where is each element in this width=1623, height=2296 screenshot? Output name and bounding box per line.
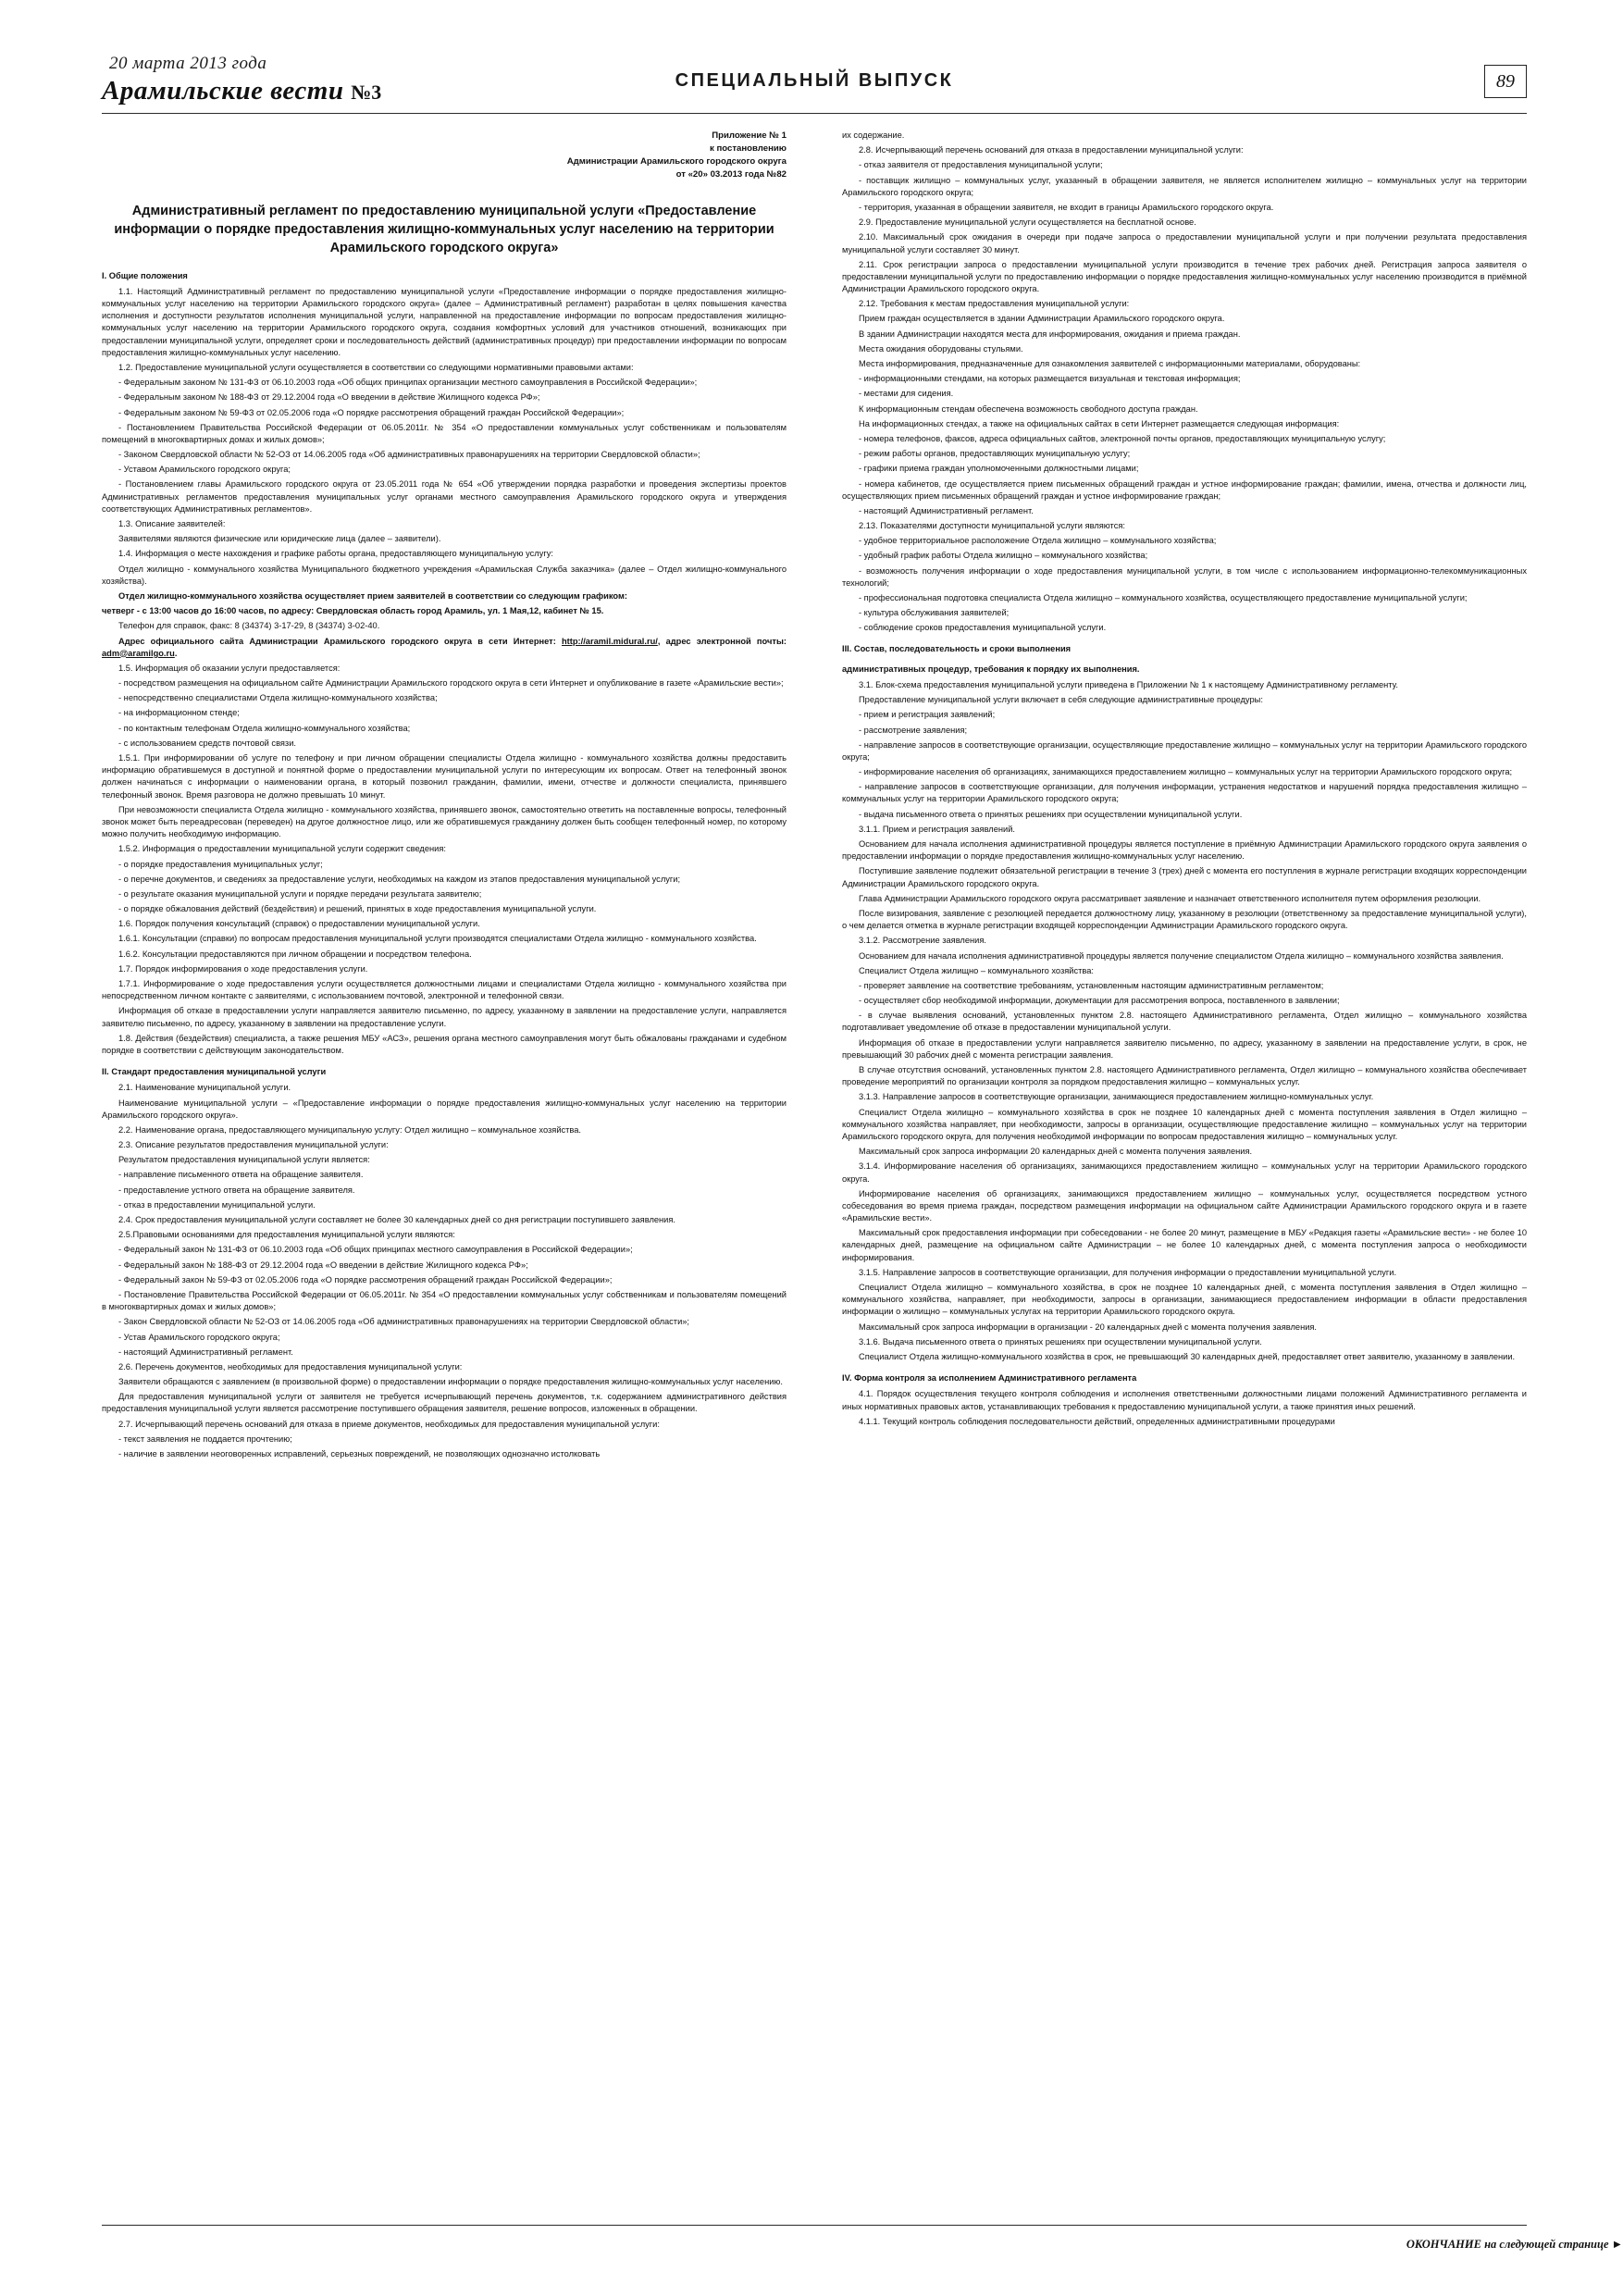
- body-paragraph: - проверяет заявление на соответствие требованиям, установленным настоящим административным регламентом;: [859, 980, 1324, 990]
- body-paragraph: - направление запросов в соответствующие организации, для получения информации, устранения недостатков и нарушений порядка предоставления жилищно – коммунальных услуг на территории Арамильского городского округа;: [842, 782, 1527, 804]
- body-paragraph: Отдел жилищно-коммунального хозяйства осуществляет прием заявителей в соответствии со следующим графиком:: [118, 590, 627, 601]
- body-paragraph: 2.11. Срок регистрации запроса о предоставлении муниципальной услуги производится в течение трех рабочих дней. Регистрация запроса заявителя о предоставлении муниципальной услуги по предоставлению информации о порядке предоставления жилищно-коммунальных услуг населению производится в приёмной Администрации Арамильского городского округа.: [842, 259, 1527, 294]
- body-paragraph: - по контактным телефонам Отдела жилищно-коммунального хозяйства;: [118, 723, 411, 733]
- body-paragraph: - возможность получения информации о ходе предоставления муниципальной услуги, в том числе с использованием информационно-телекоммуникационных технологий;: [842, 565, 1527, 588]
- body-paragraph: - выдача письменного ответа о принятых решениях при осуществлении муниципальной услуги.: [859, 809, 1243, 819]
- body-paragraph: 2.12. Требования к местам предоставления муниципальной услуги:: [859, 299, 1130, 309]
- body-paragraph: - о результате оказания муниципальной услуги и порядке передачи результата заявителю;: [118, 888, 482, 899]
- body-paragraph: - отказ в предоставлении муниципальной услуги.: [118, 1199, 316, 1210]
- right-column: [842, 130, 1527, 1431]
- body-paragraph: - профессиональная подготовка специалиста Отдела жилищно – коммунального хозяйства, осуществляющего предоставление муниципальной услуги;: [859, 593, 1468, 602]
- body-paragraph: К информационным стендам обеспечена возможность свободного доступа граждан.: [859, 403, 1198, 414]
- body-paragraph: Заявителями являются физические или юридические лица (далее – заявители).: [118, 534, 441, 544]
- masthead: [102, 54, 1527, 111]
- body-paragraph: 2.4. Срок предоставления муниципальной услуги составляет не более 30 календарных дней со дня регистрации поступившего заявления.: [118, 1215, 675, 1224]
- body-paragraph: 3.1.5. Направление запросов в соответствующие организации, для получения информации о предоставлении муниципальной услуги.: [859, 1267, 1397, 1277]
- body-paragraph: - Федеральным законом № 131-ФЗ от 06.10.2003 года «Об общих принципах организации местного самоуправления в Российской Федерации»;: [118, 378, 698, 388]
- body-paragraph: Основанием для начала исполнения административной процедуры является получение специалистом Отдела жилищно – коммунального хозяйства заявления.: [859, 950, 1504, 961]
- body-paragraph: Информирование населения об организациях, занимающихся предоставлением жилищно – коммунальных услуг, осуществляется посредством устного собеседования во время приема граждан, посредством размещения информации на официальном сайте Администрации Арамильского городского округа и в газете «Арамильские вести».: [842, 1188, 1527, 1223]
- body-paragraph: - осуществляет сбор необходимой информации, документации для рассмотрения вопроса, поставленного в заявлении;: [859, 996, 1340, 1006]
- body-paragraph: их содержание.: [842, 130, 905, 140]
- body-paragraph: 1.3. Описание заявителей:: [118, 519, 226, 528]
- body-paragraph: Для предоставления муниципальной услуги от заявителя не требуется исчерпывающий перечень документов, т.к. содержанием административного действия предоставления муниципальной услуги является рассмотрение поступившего обращения заявителя, решение вопросов, изложенных в обращении.: [102, 1392, 787, 1414]
- body-paragraph: - номера телефонов, факсов, адреса официальных сайтов, электронной почты органов, предоставляющих муниципальную услугу;: [859, 433, 1386, 443]
- body-paragraph: - направление письменного ответа на обращение заявителя.: [118, 1170, 364, 1180]
- body-paragraph: - о перечне документов, и сведениях за предоставление услуги, необходимых на каждом из этапов предоставления муниципальной услуги;: [118, 874, 681, 884]
- body-paragraph: Максимальный срок предоставления информации при собеседовании - не более 20 минут, размещение в МБУ «Редакция газеты «Арамильские вести» - не более 10 календарных дней, размещение на официальном сайте Администрации – не более 10 календарных дней, с момента поступления запроса о необходимости информирования.: [842, 1228, 1527, 1262]
- body-paragraph: - культура обслуживания заявителей;: [859, 608, 1010, 618]
- body-paragraph: Информация об отказе в предоставлении услуги направляется заявителю письменно, по адресу, указанному в заявлении на предоставление услуги, направляется заявителю письменно, по адресу, указанному в заявлении на предоставление услуги.: [102, 1006, 787, 1028]
- body-paragraph: - номера кабинетов, где осуществляется прием письменных обращений граждан и устное информирование граждан; фамилии, имена, отчества и должности лиц, осуществляющих прием письменных обращений граждан и устное информирование граждан;: [842, 478, 1527, 501]
- body-paragraph: 1.5. Информация об оказании услуги предоставляется:: [118, 663, 341, 673]
- section-heading: административных процедур, требования к порядку их выполнения.: [842, 664, 1140, 674]
- body-paragraph: 2.13. Показателями доступности муниципальной услуги являются:: [859, 521, 1125, 531]
- body-paragraph: Специалист Отдела жилищно – коммунального хозяйства:: [859, 965, 1094, 975]
- body-paragraph: - предоставление устного ответа на обращение заявителя.: [118, 1185, 355, 1195]
- body-paragraph: Основанием для начала исполнения административной процедуры является поступление в приёмную Администрации Арамильского городского округа заявления о предоставлении информации о порядке предоставления жилищно-коммунальных услуг населению.: [842, 839, 1527, 862]
- right-column-body: [842, 130, 1527, 1428]
- body-paragraph: Адрес официального сайта Администрации Арамильского городского округа в сети Интернет: http://aramil.midural.ru/, адрес электронной почты: adm@aramilgo.ru.: [102, 636, 787, 658]
- body-paragraph: - Федеральный закон № 131-ФЗ от 06.10.2003 года «Об общих принципах местного самоуправления в Российской Федерации»;: [118, 1245, 633, 1255]
- body-paragraph: Специалист Отдела жилищно-коммунального хозяйства в срок, не превышающий 30 календарных дней, предоставляет ответ заявителю, указанному в заявлении.: [859, 1351, 1516, 1361]
- body-paragraph: Максимальный срок запроса информации в организации - 20 календарных дней с момента получения заявления.: [859, 1322, 1318, 1332]
- body-paragraph: - в случае выявления оснований, установленных пунктом 2.8. настоящего Административного регламента, Отдел жилищно – коммунального хозяйства подготавливает уведомление об отказе в предоставлении муниципальной услуги.: [842, 1011, 1527, 1033]
- body-paragraph: 3.1.6. Выдача письменного ответа о принятых решениях при осуществлении муниципальной услуги.: [859, 1336, 1262, 1347]
- body-paragraph: - настоящий Административный регламент.: [118, 1347, 293, 1357]
- body-paragraph: 2.3. Описание результатов предоставления муниципальной услуги:: [118, 1140, 389, 1150]
- header-divider: [102, 113, 1527, 114]
- doc-header-line: от «20» 03.2013 года №82: [675, 168, 787, 180]
- body-paragraph: - информационными стендами, на которых размещается визуальная и текстовая информация;: [859, 374, 1241, 384]
- body-paragraph: 1.8. Действия (бездействия) специалиста, а также решения МБУ «АСЗ», решения органа местного самоуправления могут быть обжалованы гражданами и судебном порядке в соответствии с действующим законодательством.: [102, 1033, 787, 1055]
- body-paragraph: - с использованием средств почтовой связи.: [118, 738, 296, 748]
- body-paragraph: Глава Администрации Арамильского городского округа рассматривает заявление и назначает ответственного исполнителя путем оформления резолюции.: [859, 893, 1481, 903]
- body-paragraph: - Закон Свердловской области № 52-ОЗ от 14.06.2005 года «Об административных правонарушениях на территории Свердловской области»;: [118, 1317, 690, 1327]
- body-paragraph: - непосредственно специалистами Отдела жилищно-коммунального хозяйства;: [118, 693, 438, 703]
- body-paragraph: - режим работы органов, предоставляющих муниципальную услугу;: [859, 449, 1131, 459]
- body-paragraph: - Уставом Арамильского городского округа;: [118, 465, 291, 475]
- masthead-date: 20 марта 2013 года: [109, 54, 267, 73]
- body-paragraph: Места ожидания оборудованы стульями.: [859, 343, 1023, 354]
- body-paragraph: 4.1. Порядок осуществления текущего контроля соблюдения и исполнения ответственными должностными лицами положений Административного регламента и иных нормативных правовых актов, устанавливающих требования к предоставлению муниципальной услуги, а также принятия иных решений.: [842, 1389, 1527, 1411]
- body-paragraph: - соблюдение сроков предоставления муниципальной услуги.: [859, 623, 1107, 633]
- body-paragraph: 2.8. Исчерпывающий перечень оснований для отказа в предоставлении муниципальной услуги:: [859, 145, 1244, 155]
- footer-divider: [102, 2225, 1527, 2226]
- body-paragraph: Специалист Отдела жилищно – коммунального хозяйства в срок не позднее 10 календарных дней с момента поступления заявления в Отдел жилищно – коммунального хозяйства направляет, при необходимости, запросы в организации, осуществляющие предоставление жилищно – коммунальных услуг на территории Арамильского городского округа, для получения необходимой информации по вопросам предоставления жилищно – коммунальных услуг.: [842, 1107, 1527, 1141]
- body-paragraph: - местами для сидения.: [859, 389, 954, 399]
- body-paragraph: Специалист Отдела жилищно – коммунального хозяйства, в срок не позднее 10 календарных дней, с момента поступления заявления в Отдел жилищно – коммунального хозяйства, направляет, при необходимости, запросы в организации, занимающиеся предоставлением информации в области предоставления информации о жилищно – коммунальных услугах на территории Арамильского городского округа.: [842, 1283, 1527, 1317]
- body-paragraph: - на информационном стенде;: [118, 708, 240, 718]
- body-paragraph: - наличие в заявлении неоговоренных исправлений, серьезных повреждений, не позволяющих однозначно истолковать: [118, 1449, 601, 1458]
- body-paragraph: 1.4. Информация о месте нахождения и графике работы органа, предоставляющего муниципальную услугу:: [118, 549, 553, 559]
- left-column-body: [102, 270, 787, 1461]
- body-paragraph: Телефон для справок, факс: 8 (34374) 3-17-29, 8 (34374) 3-02-40.: [118, 621, 380, 631]
- body-paragraph: - о порядке предоставления муниципальных услуг;: [118, 859, 323, 869]
- body-paragraph: Информация об отказе в предоставлении услуги направляется заявителю письменно, по адресу, указанному в заявлении на предоставление услуги, в срок, не превышающий 30 рабочих дней с момента регистрации заявления.: [842, 1037, 1527, 1060]
- body-paragraph: 1.6.2. Консультации предоставляются при личном обращении и посредством телефона.: [118, 949, 472, 959]
- body-paragraph: 2.2. Наименование органа, предоставляющего муниципальную услугу: Отдел жилищно – коммунальное хозяйства.: [118, 1124, 582, 1135]
- body-paragraph: - направление запросов в соответствующие организации, осуществляющие предоставление жилищно – коммунальных услуг на территории Арамильского городского округа;: [842, 739, 1527, 762]
- body-paragraph: После визирования, заявление с резолюцией передается должностному лицу, указанному в резолюции (ответственному за предоставление муниципальной услуги), о чем делается отметка в журнале регистрации входящей корреспонденции Администрации Арамильского городского округа.: [842, 908, 1527, 931]
- body-paragraph: 3.1.3. Направление запросов в соответствующие организации, занимающиеся предоставлением жилищно-коммунальных услуг.: [859, 1092, 1374, 1102]
- body-paragraph: 1.5.2. Информация о предоставлении муниципальной услуги содержит сведения:: [118, 844, 446, 854]
- body-paragraph: - информирование населения об организациях, занимающихся предоставлением жилищно – коммунальных услуг на территории Арамильского городского округа;: [859, 767, 1513, 777]
- body-paragraph: - Федеральным законом № 188-ФЗ от 29.12.2004 года «О введении в действие Жилищного кодекса РФ»;: [118, 392, 540, 403]
- body-paragraph: - прием и регистрация заявлений;: [859, 710, 996, 720]
- body-paragraph: - о порядке обжалования действий (бездействия) и решений, принятых в ходе предоставления муниципальной услуги.: [118, 904, 597, 914]
- body-paragraph: - Федеральным законом № 59-ФЗ от 02.05.2006 года «О порядке рассмотрения обращений граждан Российской Федерации»;: [118, 407, 625, 417]
- columns-container: [102, 130, 1527, 2212]
- body-paragraph: 1.7. Порядок информирования о ходе предоставления услуги.: [118, 963, 368, 974]
- section-heading: II. Стандарт предоставления муниципальной услуги: [102, 1067, 327, 1077]
- body-paragraph: 2.5.Правовыми основаниями для предоставления муниципальной услуги являются:: [118, 1230, 455, 1240]
- body-paragraph: 2.9. Предоставление муниципальной услуги осуществляется на бесплатной основе.: [859, 217, 1196, 228]
- body-paragraph: 1.5.1. При информировании об услуге по телефону и при личном обращении специалисты Отдела жилищно - коммунального хозяйства должны предоставить информацию обратившемуся в доступной и понятной форме о предоставлении муниципальной услуги по интересующим их вопросам. Ответ на телефонный звонок должен начинаться с информации о наименовании органа, в который позвонил гражданин, фамилии, имени, отчестве и должности специалиста, принявшего телефонный звонок. Время разговора не должно превышать 10 минут.: [102, 753, 787, 800]
- page-title: Административный регламент по предоставлению муниципальной услуги «Предоставление информации о порядке предоставления жилищно-коммунальных услуг населению на территории Арамильского городского округа»: [114, 203, 774, 255]
- body-paragraph: 3.1. Блок-схема предоставления муниципальной услуги приведена в Приложении № 1 к настоящему Административному регламенту.: [859, 679, 1398, 689]
- body-paragraph: 3.1.2. Рассмотрение заявления.: [859, 936, 986, 946]
- page-number: 89: [1484, 65, 1527, 98]
- section-heading: I. Общие положения: [102, 270, 188, 280]
- continuation-note: ОКОНЧАНИЕ на следующей странице ►: [1406, 2238, 1623, 2251]
- left-column: [102, 130, 787, 1463]
- body-paragraph: - Постановлением главы Арамильского городского округа от 23.05.2011 года № 654 «Об утверждении порядка разработки и проведения экспертизы проектов Административных регламентов предоставления муниципальных услуг органами местного самоуправления Арамильского городского округа и утверждения соответствующих Административных регламентов».: [102, 479, 787, 514]
- body-paragraph: - территория, указанная в обращении заявителя, не входит в границы Арамильского городского округа.: [859, 202, 1274, 212]
- body-paragraph: 3.1.4. Информирование населения об организациях, занимающихся предоставлением жилищно – коммунальных услуг на территории Арамильского городского округа.: [842, 1161, 1527, 1184]
- body-paragraph: 1.1. Настоящий Административный регламент по предоставлению муниципальной услуги «Предоставление информации о порядке предоставления жилищно-коммунальных услуг населению на территории Арамильского городского округа» (далее – Административный регламент) разработан в целях повышения качества исполнения и доступности результатов исполнения муниципальной услуги, направленной на предоставление информации по вопросам предоставления жилищно-коммунальных услуг населению на территории Арамильского городского округа, создания комфортных условий для участников отношений, возникающих при предоставлении муниципальной услуги, определяет сроки и последовательность действий (административных процедур) при предоставлении информации по вопросам предоставления жилищно-коммунальных услуг населению.: [102, 286, 787, 357]
- body-paragraph: - удобный график работы Отдела жилищно – коммунального хозяйства;: [859, 551, 1148, 561]
- body-paragraph: - Постановлением Правительства Российской Федерации от 06.05.2011г. № 354 «О предоставлении коммунальных услуг собственникам и пользователям помещений в многоквартирных домах и жилых домов»;: [102, 422, 787, 444]
- body-paragraph: 4.1.1. Текущий контроль соблюдения последовательности действий, определенных административными процедурами: [859, 1416, 1335, 1426]
- section-heading: IV. Форма контроля за исполнением Административного регламента: [842, 1373, 1137, 1384]
- doc-header-line: Приложение № 1: [712, 130, 787, 141]
- body-paragraph: Прием граждан осуществляется в здании Администрации Арамильского городского округа.: [859, 314, 1225, 324]
- masthead-center-title: СПЕЦИАЛЬНЫЙ ВЫПУСК: [675, 70, 954, 91]
- body-paragraph: - Федеральный закон № 59-ФЗ от 02.05.2006 года «О порядке рассмотрения обращений граждан Российской Федерации»;: [118, 1274, 613, 1285]
- doc-header-line: к постановлению: [710, 143, 787, 154]
- body-paragraph: 1.6.1. Консультации (справки) по вопросам предоставления муниципальной услуги производятся специалистами Отдела жилищно - коммунального хозяйства.: [118, 934, 757, 944]
- body-paragraph: Максимальный срок запроса информации 20 календарных дней с момента получения заявления.: [859, 1147, 1253, 1157]
- body-paragraph: - Постановление Правительства Российской Федерации от 06.05.2011г. № 354 «О предоставлении коммунальных услуг собственникам и пользователям помещений в многоквартирных домах и жилых домов»;: [102, 1289, 787, 1312]
- body-paragraph: - Законом Свердловской области № 52-ОЗ от 14.06.2005 года «Об административных правонарушениях на территории Свердловской области»;: [118, 450, 700, 460]
- body-paragraph: При невозможности специалиста Отдела жилищно - коммунального хозяйства, принявшего звонок, самостоятельно ответить на поставленные вопросы, телефонный звонок может быть переадресован (переведен) на другое должностное лицо, или же обратившемуся гражданину должен быть сообщен телефонный номер, по которому можно получить необходимую информацию.: [102, 804, 787, 839]
- body-paragraph: - графики приема граждан уполномоченными должностными лицами;: [859, 464, 1139, 474]
- body-paragraph: В случае отсутствия оснований, установленных пунктом 2.8. настоящего Административного регламента, Отдел жилищно – коммунального хозяйства обеспечивает проведение мероприятий по организации контроля за порядком предоставления жилищно – коммунальных услуг.: [842, 1065, 1527, 1087]
- doc-header-line: Администрации Арамильского городского округа: [566, 155, 787, 167]
- body-paragraph: - настоящий Административный регламент.: [859, 505, 1034, 515]
- masthead-logo-name: Арамильские вести: [102, 76, 344, 105]
- body-paragraph: - Федеральный закон № 188-ФЗ от 29.12.2004 года «О введении в действие Жилищного кодекса РФ»;: [118, 1260, 528, 1270]
- body-paragraph: - Устав Арамильского городского округа;: [118, 1332, 280, 1342]
- body-paragraph: На информационных стендах, а также на официальных сайтах в сети Интернет размещается следующая информация:: [859, 418, 1340, 428]
- body-paragraph: Заявители обращаются с заявлением (в произвольной форме) о предоставлении информации о порядке предоставления жилищно-коммунальных услуг населению.: [118, 1377, 783, 1387]
- body-paragraph: Отдел жилищно - коммунального хозяйства Муниципального бюджетного учреждения «Арамильская Служба заказчика» (далее – Отдел жилищно-коммунального хозяйства).: [102, 564, 787, 586]
- body-paragraph: - отказ заявителя от предоставления муниципальной услуги;: [859, 160, 1103, 170]
- body-paragraph: Поступившие заявление подлежит обязательной регистрации в течение 3 (трех) дней с момента его поступления в журнале регистрации входящих корреспонденции Администрации Арамильского городского округа.: [842, 866, 1527, 888]
- body-paragraph: - поставщик жилищно – коммунальных услуг, указанный в обращении заявителя, не является исполнителем жилищно – коммунальных услуг на территории Арамильского городского округа;: [842, 175, 1527, 197]
- body-paragraph: - текст заявления не поддается прочтению;: [118, 1433, 292, 1444]
- body-paragraph: - удобное территориальное расположение Отдела жилищно – коммунального хозяйства;: [859, 536, 1217, 546]
- body-paragraph: 1.7.1. Информирование о ходе предоставления услуги осуществляется должностными лицами и специалистами Отдела жилищно - коммунального хозяйства при непосредственном личном контакте с заявителями, с использованием почтовой, электронной и телефонной связи.: [102, 979, 787, 1001]
- body-paragraph: 1.6. Порядок получения консультаций (справок) о предоставлении муниципальной услуги.: [118, 919, 480, 929]
- body-paragraph: 2.6. Перечень документов, необходимых для предоставления муниципальной услуги:: [118, 1361, 463, 1371]
- body-paragraph: Места информирования, предназначенные для ознакомления заявителей с информационными материалами, оборудованы:: [859, 359, 1361, 368]
- document-header-block: [102, 130, 787, 181]
- body-paragraph: 3.1.1. Прием и регистрация заявлений.: [859, 824, 1016, 834]
- body-paragraph: - рассмотрение заявления;: [859, 725, 968, 735]
- body-paragraph: 2.10. Максимальный срок ожидания в очереди при подаче запроса о предоставлении муниципальной услуги и при получении результата предоставления муниципальной услуги составляет 30 минут.: [842, 232, 1527, 254]
- body-paragraph: Результатом предоставления муниципальной услуги является:: [118, 1155, 370, 1165]
- body-paragraph: - посредством размещения на официальном сайте Администрации Арамильского городского округа в сети Интернет и опубликование в газете «Арамильские вести»;: [118, 678, 784, 689]
- body-paragraph: 1.2. Предоставление муниципальной услуги осуществляется в соответствии со следующими нормативными правовыми актами:: [118, 362, 634, 372]
- section-heading: III. Состав, последовательность и сроки выполнения: [842, 643, 1072, 653]
- body-paragraph: 2.1. Наименование муниципальной услуги.: [118, 1083, 291, 1093]
- body-paragraph: Предоставление муниципальной услуги включает в себя следующие административные процедуры:: [859, 695, 1263, 705]
- body-paragraph: Наименование муниципальной услуги – «Предоставление информации о порядке предоставления жилищно-коммунальных услуг населению на территории Арамильского городского округа».: [102, 1098, 787, 1120]
- body-paragraph: четверг - с 13:00 часов до 16:00 часов, по адресу: Свердловская область город Арамиль, ул. 1 Мая,12, кабинет № 15.: [102, 606, 604, 616]
- masthead-issue: №3: [351, 81, 382, 104]
- body-paragraph: 2.7. Исчерпывающий перечень оснований для отказа в приеме документов, необходимых для предоставления муниципальной услуги:: [118, 1419, 660, 1429]
- body-paragraph: В здании Администрации находятся места для информирования, ожидания и приема граждан.: [859, 329, 1241, 339]
